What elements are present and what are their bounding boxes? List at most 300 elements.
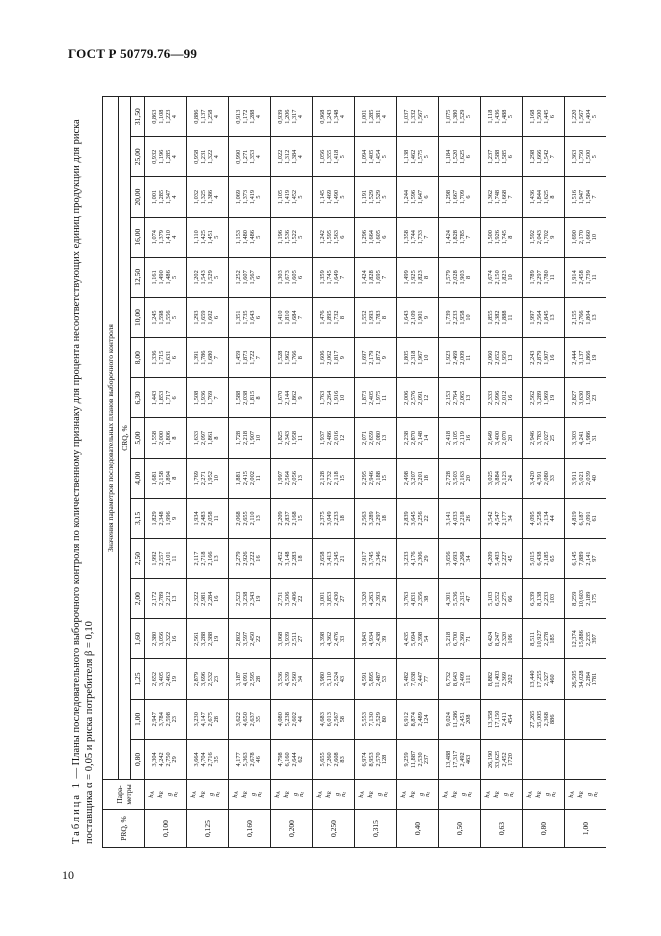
cell-value: 1,452 <box>290 189 298 205</box>
cell-value: 1,379 <box>157 230 165 245</box>
crq-value: 5,00 <box>131 418 145 458</box>
cell-value: 5 <box>423 155 431 159</box>
cell-value: 3,303 <box>571 430 579 446</box>
cell-value: 1,950 <box>500 350 508 365</box>
cell-value: 1,202 <box>193 270 201 285</box>
cell-value: 7 <box>339 275 347 279</box>
cell-value: 2,295 <box>361 471 369 486</box>
cell-value: 1,001 <box>151 189 159 205</box>
table-cell <box>145 177 187 217</box>
cell-value: 1720 <box>507 753 515 766</box>
cell-value: 2,789 <box>157 591 165 606</box>
table-row <box>439 97 481 848</box>
table-cell <box>187 418 229 458</box>
table-cell <box>565 378 607 418</box>
cell-value: 29 <box>423 555 431 562</box>
cell-value: 29 <box>381 595 389 602</box>
cell-value: 8,511 <box>529 631 537 646</box>
cell-value: 1,069 <box>235 189 243 205</box>
param-symbol: $h_A$ <box>232 791 241 798</box>
cell-value: 5 <box>255 235 263 239</box>
cell-value: 2,731 <box>277 591 285 606</box>
cell-value: 2,189 <box>584 591 592 606</box>
table-cell <box>187 619 229 659</box>
cell-value: 1,873 <box>241 350 249 365</box>
cell-value: 15 <box>297 515 305 522</box>
cell-value: 1,443 <box>151 390 159 405</box>
cell-value: 1,404 <box>584 109 592 124</box>
cell-value: 6,187 <box>577 511 585 526</box>
cell-value: 1,702 <box>542 230 550 245</box>
cell-value: 23 <box>171 716 179 723</box>
cell-value: 5,482 <box>403 671 411 687</box>
param-symbol: $n_t$ <box>550 792 559 797</box>
param-header: Пара-метры <box>103 780 145 810</box>
table-cell <box>439 498 481 538</box>
cell-value: 4 <box>171 195 179 199</box>
cell-value: 2,438 <box>374 631 382 646</box>
cell-value: 0,958 <box>193 149 201 164</box>
table-caption-text: — Планы последовательного выборочного контроля по количественному признаку для процента несоответствующих единиц продукции для риска поставщика α = 0,05 и риска потребителя β = 0,10 <box>71 119 95 844</box>
cell-value: 2,155 <box>571 310 579 325</box>
cell-value: 13,488 <box>445 750 453 769</box>
cell-value: 7 <box>213 356 221 360</box>
cell-value: 10 <box>465 314 473 321</box>
cell-value: 1,607 <box>241 270 249 285</box>
cell-value: 7 <box>465 235 473 239</box>
cell-value: 2,483 <box>199 511 207 526</box>
cell-value: 3,025 <box>487 471 495 486</box>
cell-value: 1,500 <box>584 149 592 164</box>
cell-value: 22 <box>381 555 389 562</box>
table-cell <box>397 579 439 619</box>
cell-value: 2,256 <box>416 511 424 526</box>
table-cell <box>523 659 565 699</box>
table-cell <box>481 458 523 498</box>
cell-value: 2,065 <box>458 390 466 405</box>
cell-value: 14 <box>423 434 431 442</box>
table-cell <box>271 659 313 699</box>
table-cell <box>313 378 355 418</box>
cell-value: 3,939 <box>283 631 291 646</box>
cell-value: 2,530 <box>416 752 424 767</box>
cell-value: 5,110 <box>325 672 333 687</box>
cell-value: 1,567 <box>248 270 256 285</box>
cell-value: 2,827 <box>571 390 579 405</box>
table-cell <box>565 97 607 137</box>
crq-value: 31,50 <box>131 97 145 137</box>
table-cell <box>187 699 229 739</box>
table-cell <box>355 538 397 578</box>
cell-value: 2,369 <box>500 671 508 687</box>
cell-value: 7 <box>591 195 599 199</box>
cell-value: 2,016 <box>332 430 340 446</box>
param-symbol: g <box>417 792 425 797</box>
param-symbol: $h_A$ <box>358 791 367 798</box>
cell-value: 2,996 <box>493 390 501 405</box>
cell-value: 10 <box>591 234 599 241</box>
cell-value: 6 <box>171 356 179 360</box>
cell-value: 7 <box>297 315 305 320</box>
cell-value: 1,596 <box>409 189 417 205</box>
cell-value: 5,021 <box>577 471 585 486</box>
cell-value: 1,244 <box>403 189 411 205</box>
prq-value: 0,160 <box>229 810 271 848</box>
cell-value: 1,242 <box>319 230 327 245</box>
table-cell <box>523 538 565 578</box>
sequential-plans-table <box>102 96 606 848</box>
cell-value: 1,667 <box>451 189 459 205</box>
cell-value: 460 <box>549 674 557 684</box>
table-cell <box>145 619 187 659</box>
cell-value: 6 <box>171 396 179 400</box>
cell-value: 0,932 <box>151 149 159 164</box>
table-cell <box>145 699 187 739</box>
cell-value: 1,298 <box>529 149 537 164</box>
cell-value: 19 <box>171 675 179 683</box>
cell-value: 11,403 <box>493 670 501 688</box>
cell-value: 3,137 <box>577 350 585 365</box>
param-symbol: $h_R$ <box>240 791 249 798</box>
cell-value: 1,172 <box>241 109 249 124</box>
cell-value: 1,647 <box>416 189 424 205</box>
cell-value: 2,879 <box>535 350 543 365</box>
table-cell <box>481 257 523 297</box>
table-row <box>397 97 439 848</box>
cell-value: 3,049 <box>325 511 333 526</box>
cell-value: 4 <box>255 155 263 159</box>
cell-value: 20 <box>507 434 515 442</box>
cell-value: 202 <box>507 674 515 684</box>
cell-value: 1,552 <box>361 310 369 325</box>
cell-value: 5,553 <box>361 712 369 727</box>
param-symbol: $h_A$ <box>190 791 199 798</box>
param-symbol: $h_R$ <box>324 791 333 798</box>
cell-value: 6 <box>465 155 473 159</box>
table-cell <box>439 137 481 177</box>
cell-value: 4 <box>381 115 389 119</box>
cell-value: 2,179 <box>367 350 375 365</box>
cell-value: 12 <box>423 394 431 402</box>
table-cell <box>145 659 187 699</box>
cell-value: 2,110 <box>248 511 256 526</box>
table-cell <box>481 97 523 137</box>
table-cell <box>229 217 271 257</box>
cell-value: 2,233 <box>332 511 340 526</box>
cell-value: 16 <box>507 394 515 402</box>
cell-value: 5,238 <box>283 712 291 727</box>
crq-value: 12,50 <box>131 257 145 297</box>
table-cell <box>355 579 397 619</box>
table-cell <box>481 297 523 337</box>
table-cell <box>145 739 187 779</box>
cell-value: 1,660 <box>584 230 592 245</box>
cell-value: 1,445 <box>542 109 550 124</box>
group-header: Значения параметров последовательных планов выборочного контроля <box>103 97 119 780</box>
table-row <box>271 97 313 848</box>
cell-value: 1,325 <box>199 189 207 205</box>
prq-value: 0,80 <box>523 810 565 848</box>
cell-value: 1,380 <box>451 109 459 124</box>
cell-value: 11 <box>465 354 473 361</box>
cell-value: 2,716 <box>206 752 214 767</box>
cell-value: 1,138 <box>403 149 411 164</box>
cell-value: 2,346 <box>374 551 382 566</box>
cell-value: 2,056 <box>290 471 298 486</box>
cell-value: 1,118 <box>487 109 495 124</box>
cell-value: 2,452 <box>500 752 508 767</box>
crq-value: 1,60 <box>131 619 145 659</box>
cell-value: 2,000 <box>157 430 165 446</box>
cell-value: 2,766 <box>577 310 585 325</box>
cell-value: 185 <box>549 634 557 644</box>
cell-value: 1,436 <box>493 109 501 124</box>
table-cell <box>229 97 271 137</box>
crq-value: 2,00 <box>131 579 145 619</box>
cell-value: 1,643 <box>403 310 411 325</box>
cell-value: 1,684 <box>290 310 298 325</box>
cell-value: 2,570 <box>374 752 382 767</box>
crq-value: 4,00 <box>131 458 145 498</box>
cell-value: 2,946 <box>367 471 375 486</box>
cell-value: 4,091 <box>241 671 249 687</box>
cell-value: 11 <box>297 435 305 442</box>
param-symbol: g <box>291 792 299 797</box>
table-cell <box>187 297 229 337</box>
cell-value: 8 <box>171 436 179 440</box>
cell-value: 3,503 <box>451 471 459 486</box>
cell-value: 2,658 <box>319 551 327 566</box>
cell-value: 80 <box>381 716 389 723</box>
cell-value: 2,564 <box>283 471 291 486</box>
table-cell <box>271 418 313 458</box>
cell-value: 1,499 <box>403 270 411 285</box>
table-cell <box>355 498 397 538</box>
cell-value: 1,529 <box>206 270 214 285</box>
cell-value: 2,458 <box>577 270 585 285</box>
cell-value: 2,917 <box>361 551 369 566</box>
table-cell <box>565 739 607 779</box>
table-cell <box>397 257 439 297</box>
cell-value: 2,567 <box>332 712 340 727</box>
cell-value: 2,235 <box>584 631 592 646</box>
param-symbol: $h_A$ <box>274 791 283 798</box>
cell-value: 19 <box>591 354 599 361</box>
crq-value: 10,00 <box>131 297 145 337</box>
cell-value: 4 <box>297 115 305 119</box>
cell-value: 1,110 <box>193 230 201 245</box>
cell-value: 25 <box>549 434 557 442</box>
cell-value: 2,469 <box>451 350 459 365</box>
cell-value: 1,825 <box>277 430 285 446</box>
cell-value: 1,717 <box>164 390 172 405</box>
cell-value: 2,608 <box>332 752 340 767</box>
cell-value: 8 <box>465 275 473 279</box>
table-cell <box>481 137 523 177</box>
cell-value: 1,633 <box>193 430 201 446</box>
param-symbol: $h_R$ <box>492 791 501 798</box>
cell-value: 2,109 <box>409 310 417 325</box>
cell-value: 5 <box>381 195 389 199</box>
cell-value: 2,595 <box>248 671 256 687</box>
cell-value: 6 <box>549 115 557 119</box>
param-symbol: g <box>501 792 509 797</box>
cell-value: 1,780 <box>542 270 550 285</box>
table-cell <box>145 378 187 418</box>
table-cell <box>313 338 355 378</box>
cell-value: 3,056 <box>157 631 165 646</box>
table-cell <box>523 257 565 297</box>
crq-header: CRQ, % <box>119 97 131 780</box>
cell-value: 6 <box>507 155 515 159</box>
cell-value: 1,750 <box>577 149 585 164</box>
cell-value: 3,536 <box>277 671 285 687</box>
cell-value: 1,823 <box>416 270 424 285</box>
table-cell <box>523 699 565 739</box>
cell-value: 6,732 <box>445 671 453 687</box>
cell-value: 17,317 <box>451 750 459 769</box>
table-cell <box>565 498 607 538</box>
cell-value: 2,675 <box>206 712 214 727</box>
cell-value: 1,108 <box>157 109 165 124</box>
param-symbol: $n_t$ <box>508 792 517 797</box>
cell-value: 1,436 <box>529 189 537 205</box>
cell-value: 18 <box>423 475 431 482</box>
prq-value: 0,100 <box>145 810 187 848</box>
cell-value: 1,348 <box>332 109 340 124</box>
cell-value: 13 <box>381 434 389 442</box>
cell-value: 6,912 <box>403 712 411 727</box>
cell-value: 2,652 <box>493 350 501 365</box>
cell-value: 35 <box>255 716 263 723</box>
param-symbols <box>313 780 355 810</box>
table-cell <box>145 217 187 257</box>
cell-value: 7 <box>381 275 389 279</box>
cell-value: 8 <box>507 235 515 239</box>
cell-value: 1,845 <box>542 310 550 325</box>
cell-value: 13 <box>255 515 263 522</box>
cell-value: 2,563 <box>361 511 369 526</box>
prq-value: 0,125 <box>187 810 229 848</box>
cell-value: 1,196 <box>277 230 285 245</box>
cell-value: 2,655 <box>241 511 249 526</box>
cell-value: 8,643 <box>451 671 459 687</box>
cell-value: 61 <box>591 515 599 522</box>
cell-value: 8,259 <box>571 591 579 606</box>
cell-value: 3,398 <box>319 631 327 646</box>
cell-value: 9 <box>549 235 557 239</box>
cell-value: 1,606 <box>319 350 327 365</box>
table-cell <box>313 579 355 619</box>
table-cell <box>439 659 481 699</box>
table-cell <box>523 297 565 337</box>
cell-value: 1,923 <box>445 350 453 365</box>
cell-value: 2,406 <box>290 591 298 606</box>
cell-value: 886 <box>549 714 557 724</box>
cell-value: 2,097 <box>199 430 207 446</box>
cell-value: 16 <box>213 595 221 602</box>
table-cell <box>229 297 271 337</box>
cell-value: 1,670 <box>277 390 285 405</box>
param-symbol: $n_t$ <box>298 792 307 797</box>
cell-value: 2,415 <box>241 471 249 486</box>
cell-value: 1,332 <box>409 109 417 124</box>
cell-value: 6 <box>339 235 347 239</box>
table-cell <box>355 378 397 418</box>
cell-value: 4 <box>171 115 179 119</box>
param-symbols <box>523 780 565 810</box>
table-cell <box>229 257 271 297</box>
table-cell <box>313 498 355 538</box>
cell-value: 2,476 <box>332 631 340 646</box>
cell-value: 1,745 <box>325 270 333 285</box>
cell-value: 1,588 <box>235 390 243 405</box>
cell-value: 29 <box>171 756 179 763</box>
cell-value: 1,744 <box>409 230 417 245</box>
cell-value: 1,285 <box>164 149 172 164</box>
cell-value: 11,887 <box>409 750 417 768</box>
cell-value: 1,673 <box>283 270 291 285</box>
cell-value: 1,454 <box>374 149 382 164</box>
rotated-table-region <box>70 92 606 848</box>
cell-value: 1,769 <box>206 390 214 405</box>
table-cell <box>523 137 565 177</box>
cell-value: 23 <box>213 675 221 683</box>
cell-value: 26,505 <box>571 670 579 688</box>
cell-value: 27,265 <box>529 710 537 728</box>
cell-value: 1,001 <box>361 109 369 124</box>
cell-value: 2,222 <box>248 551 256 566</box>
cell-value: 1,649 <box>332 270 340 285</box>
cell-value: 5,403 <box>493 551 501 566</box>
cell-value: 6 <box>255 275 263 279</box>
table-row <box>523 97 565 848</box>
cell-value: 22 <box>423 515 431 522</box>
param-symbols <box>565 780 607 810</box>
cell-value: 1,722 <box>248 350 256 365</box>
cell-value: 2,839 <box>403 511 411 526</box>
cell-value: 1,303 <box>277 270 285 285</box>
cell-value: 2,463 <box>164 671 172 687</box>
cell-value: 1,462 <box>409 149 417 164</box>
cell-value: 3,645 <box>409 511 417 526</box>
cell-value: 4,147 <box>199 712 207 727</box>
cell-value: 1,231 <box>199 149 207 164</box>
cell-value: 5,694 <box>409 631 417 646</box>
cell-value: 3,884 <box>493 471 501 486</box>
cell-value: 97 <box>591 555 599 562</box>
table-cell <box>439 297 481 337</box>
cell-value: 10,603 <box>577 590 585 608</box>
cell-value: 2,837 <box>283 511 291 526</box>
cell-value: 44 <box>297 716 305 723</box>
cell-value: 1,500 <box>535 109 543 124</box>
cell-value: 3,784 <box>157 712 165 727</box>
crq-value: 20,00 <box>131 177 145 217</box>
cell-value: 1,903 <box>458 270 466 285</box>
cell-value: 1,386 <box>206 189 214 205</box>
cell-value: 54 <box>423 635 431 643</box>
table-cell <box>355 217 397 257</box>
cell-value: 3,420 <box>529 471 537 486</box>
cell-value: 9 <box>171 516 179 520</box>
cell-value: 1,191 <box>361 189 369 205</box>
cell-value: 3,304 <box>151 752 159 767</box>
cell-value: 4,435 <box>403 631 411 646</box>
cell-value: 45 <box>507 555 515 562</box>
table-cell <box>145 257 187 297</box>
cell-value: 2,080 <box>542 471 550 486</box>
